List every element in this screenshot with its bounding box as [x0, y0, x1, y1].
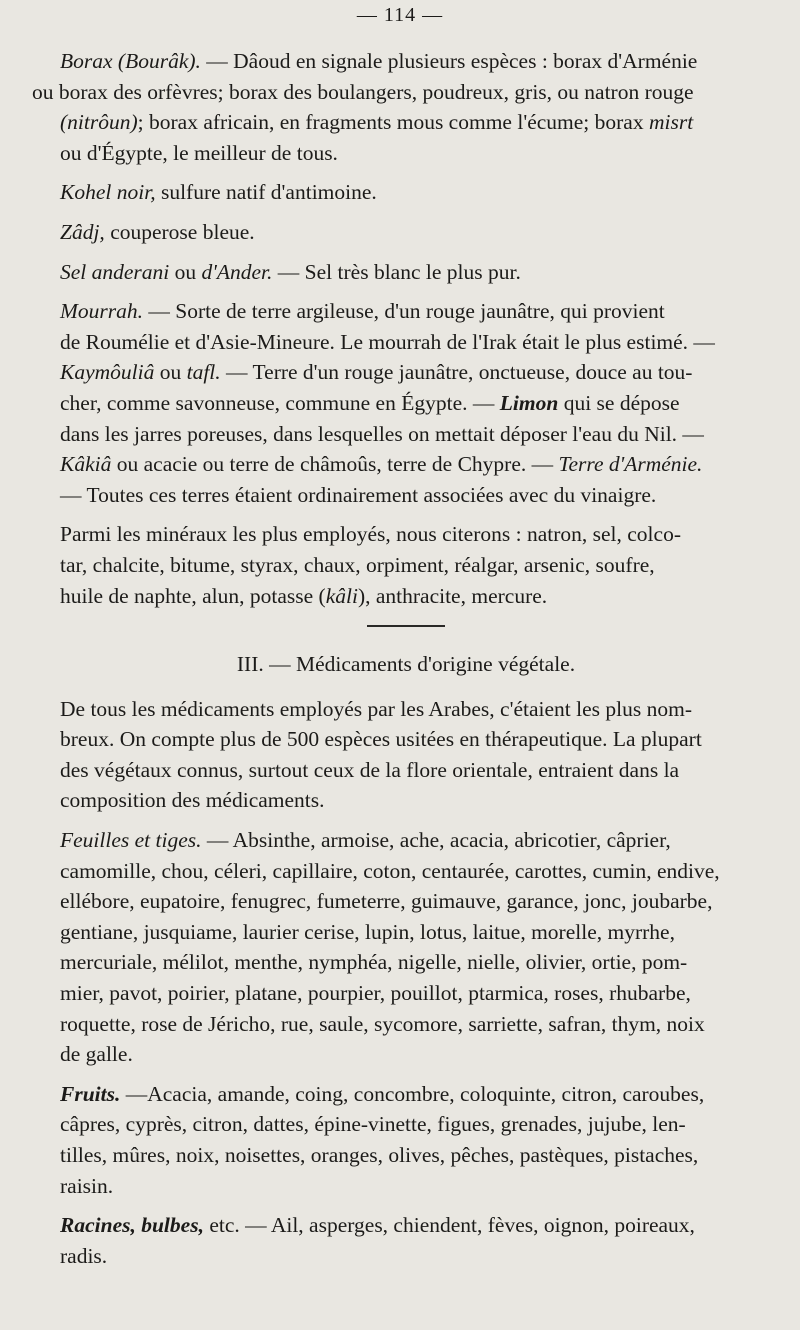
page-body [32, 46, 780, 1280]
term-nitroun: (nitrôun) [60, 110, 138, 135]
paragraph-fruits [32, 1079, 780, 1201]
paragraph-zadj [32, 217, 780, 248]
text-line: couperose bleue. [104, 219, 255, 244]
text-line: roquette, rose de Jéricho, rue, saule, sycomore, sarriette, safran, thym, noix [60, 1011, 705, 1036]
term-kali: kâli [325, 583, 358, 608]
term-kohel: Kohel noir, [60, 180, 156, 205]
text-line: — Sel très blanc le plus pur. [272, 259, 521, 284]
section-divider [367, 625, 445, 627]
text-line: mercuriale, mélilot, menthe, nymphéa, nigelle, nielle, olivier, ortie, pom- [60, 950, 688, 975]
text-line: composition des médicaments. [60, 788, 325, 813]
text-fragment: ou [154, 360, 187, 385]
text-fragment: ), anthracite, mercure. [357, 583, 548, 608]
text-line: ellébore, eupatoire, fenugrec, fumeterre, guimauve, garance, jonc, joubarbe, [60, 889, 713, 914]
term-limon: Limon [499, 390, 559, 415]
text-line: ou borax des orfèvres; borax des boulangers, poudreux, gris, ou natron rouge [32, 79, 694, 104]
term-terre-armenie: Terre d'Arménie. [558, 452, 703, 477]
term-sel-anderani: Sel anderani [60, 259, 170, 284]
text-line: des végétaux connus, surtout ceux de la flore orientale, entraient dans la [60, 757, 680, 782]
text-line: raisin. [60, 1173, 114, 1198]
section-title: III. — Médicaments d'origine végétale. [236, 652, 576, 677]
paragraph-racines [32, 1210, 780, 1271]
text-fragment: ou acacie ou terre de châmoûs, terre de Chypre. — [111, 452, 559, 477]
text-line: — Terre d'un rouge jaunâtre, onctueuse, douce au tou- [220, 360, 693, 385]
term-kaymouliia: Kaymôuliâ [60, 360, 155, 385]
text-line: ; borax africain, en fragments mous comme l'écume; borax [137, 110, 644, 135]
text-line: De tous les médicaments employés par les Arabes, c'étaient les plus nom- [60, 696, 692, 721]
text-line: radis. [60, 1243, 108, 1268]
page-number: — 114 — [356, 4, 444, 26]
paragraph-feuilles [32, 825, 780, 1070]
paragraph-borax [32, 46, 780, 168]
text-fragment: ou [169, 259, 202, 284]
text-line: tilles, mûres, noix, noisettes, oranges, olives, pêches, pastèques, pistaches, [60, 1143, 699, 1167]
text-line: dans les jarres poreuses, dans lesquelles on mettait déposer l'eau du Nil. — [60, 421, 704, 446]
paragraph-intro-vegetale [32, 694, 780, 816]
text-line: de Roumélie et d'Asie-Mineure. Le mourrah de l'Irak était le plus estimé. — [60, 329, 715, 354]
term-kakia: Kâkiâ [60, 452, 112, 477]
term-ander: d'Ander. [201, 259, 273, 284]
term-feuilles-tiges: Feuilles et tiges. [60, 828, 202, 853]
text-line: etc. — Ail, asperges, chiendent, fèves, oignon, poireaux, [203, 1213, 695, 1238]
text-line: mier, pavot, poirier, platane, pourpier, pouillot, ptarmica, roses, rhubarbe, [60, 981, 691, 1006]
term-mourrah: Mourrah. [60, 299, 144, 324]
text-line: ou d'Égypte, le meilleur de tous. [60, 140, 338, 165]
text-line: — Dâoud en signale plusieurs espèces : borax d'Arménie [206, 49, 698, 73]
paragraph-sel [32, 257, 780, 288]
text-line: gentiane, jusquiame, laurier cerise, lupin, lotus, laitue, morelle, myrrhe, [60, 919, 675, 944]
term-borax: Borax (Bourâk). [60, 49, 201, 73]
paragraph-kohel [32, 177, 780, 208]
text-line: sulfure natif d'antimoine. [155, 180, 377, 205]
text-line: de galle. [60, 1042, 133, 1067]
text-fragment: huile de naphte, alun, potasse ( [60, 583, 326, 608]
text-line: breux. On compte plus de 500 espèces usitées en thérapeutique. La plupart [60, 727, 702, 752]
term-misrt: misrt [648, 110, 694, 135]
term-tafl: tafl. [186, 360, 221, 385]
text-line: — Absinthe, armoise, ache, acacia, abricotier, câprier, [201, 828, 671, 853]
text-line: — Sorte de terre argileuse, d'un rouge jaunâtre, qui provient [143, 299, 665, 324]
term-fruits: Fruits. [60, 1081, 121, 1106]
text-fragment: qui se dépose [558, 390, 680, 415]
text-line: tar, chalcite, bitume, styrax, chaux, orpiment, réalgar, arsenic, soufre, [60, 552, 655, 577]
term-racines-bulbes: Racines, bulbes, [60, 1213, 204, 1238]
text-line: Parmi les minéraux les plus employés, nous citerons : natron, sel, colco- [60, 522, 681, 547]
paragraph-mineraux [32, 519, 780, 611]
text-line: — Toutes ces terres étaient ordinairement associées avec du vinaigre. [60, 482, 657, 507]
text-line: —Acacia, amande, coing, concombre, coloquinte, citron, caroubes, [120, 1081, 705, 1106]
term-zadj: Zâdj, [60, 219, 105, 244]
paragraph-mourrah [32, 296, 780, 510]
text-line: câpres, cyprès, citron, dattes, épine-vinette, figues, grenades, jujube, len- [60, 1112, 686, 1137]
text-fragment: cher, comme savonneuse, commune en Égypte. — [60, 390, 500, 415]
text-line: camomille, chou, céleri, capillaire, coton, centaurée, carottes, cumin, endive, [60, 858, 720, 883]
